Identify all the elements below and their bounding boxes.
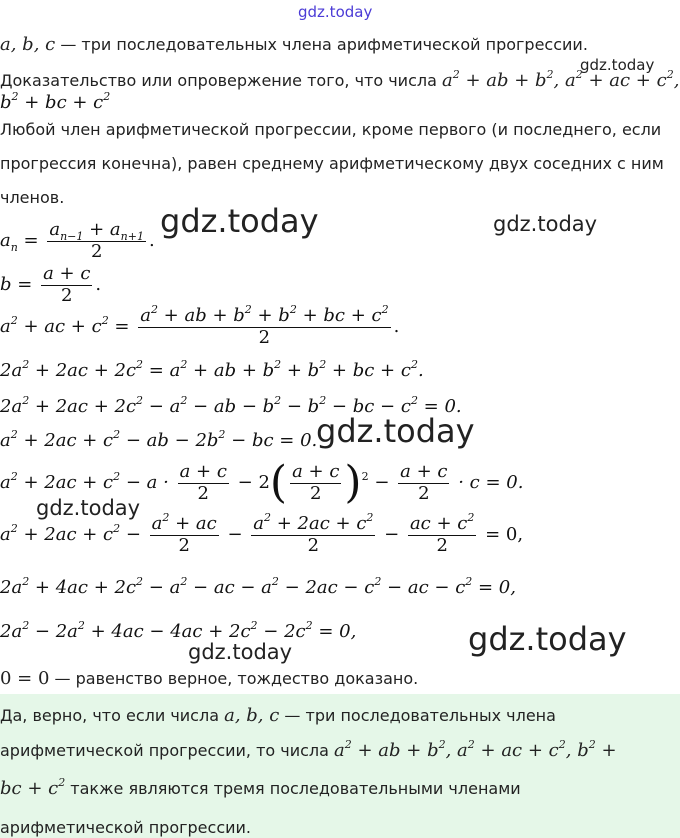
watermark-medium: gdz.today	[36, 496, 141, 520]
watermark-medium: gdz.today	[188, 640, 293, 664]
formula-an: $a_n$ = $\frac{a_{n-1} + a_{n+1}}{2}$ .	[0, 219, 155, 262]
formula-b: b = $\frac{a + c}{2}$ .	[0, 263, 102, 306]
watermark-large: gdz.today	[468, 620, 627, 658]
watermark-medium: gdz.today	[493, 212, 598, 236]
theory-line-1: Любой член арифметической прогрессии, кроме первого (и последнего, если	[0, 120, 662, 139]
watermark-large: gdz.today	[316, 412, 475, 450]
formula-step-8: $2a^2 - 2a^2 + 4ac - 4ac + 2c^2 - 2c^2 = 0$,	[0, 619, 357, 642]
formula-step-5: $a^2 + 2ac + c^2 - a$ · $\frac{a + c}{2}$ − 2( $\frac{a + c}{2}$ )$^2$ − $\frac{a + c}{2}$ · c = 0.	[0, 457, 524, 509]
formula-step-6: $a^2 + 2ac + c^2$ − $\frac{a^2 + ac}{2}$ − $\frac{a^2 + 2ac + c^2}{2}$ − $\frac{ac + c^2}{2}$ = 0,	[0, 511, 524, 556]
formula-step-2: $2a^2 + 2ac + 2c^2 = a^2$ + ab + $b^2 + b^2$ + bc + $c^2$.	[0, 358, 424, 381]
answer-line-1: Да, верно, что если числа a, b, c — три последовательных члена	[0, 705, 556, 726]
watermark-large: gdz.today	[160, 202, 319, 240]
formula-step-7: $2a^2 + 4ac + 2c^2 - a^2$ − ac − $a^2 - 2ac - c^2$ − ac − $c^2 = 0$,	[0, 575, 516, 598]
answer-line-3: bc + $c^2$ также являются тремя последовательными членами	[0, 776, 521, 799]
answer-line-4: арифметической прогрессии.	[0, 818, 251, 837]
conclusion-line: 0 = 0 — равенство верное, тождество доказано.	[0, 668, 419, 689]
watermark-small: gdz.today	[580, 56, 655, 74]
clipped-line: $b^2$ + bc + $c^2$	[0, 90, 111, 113]
answer-line-2: арифметической прогрессии, то числа $a^2$ + ab + $b^2$, $a^2$ + ac + $c^2$, $b^2$ +	[0, 738, 617, 761]
condition-line-2: Доказательство или опровержение того, что числа $a^2$ + ab + $b^2$, $a^2$ + ac + $c^2$,	[0, 68, 680, 91]
formula-step-3: $2a^2 + 2ac + 2c^2 - a^2$ − ab − $b^2 - b^2$ − bc − $c^2 = 0$.	[0, 394, 462, 417]
watermark-top: gdz.today	[298, 3, 373, 21]
theory-line-2: прогрессия конечна), равен среднему арифметическому двух соседних с ним	[0, 154, 664, 173]
formula-step-1: $a^2$ + ac + $c^2$ = $\frac{a^2 + ab + b^2 + b^2 + bc + c^2}{2}$ .	[0, 303, 400, 348]
formula-step-4: $a^2 + 2ac + c^2$ − ab − $2b^2$ − bc = 0.	[0, 428, 318, 451]
condition-line-1: a, b, c — три последовательных члена арифметической прогрессии.	[0, 34, 588, 55]
theory-line-3: членов.	[0, 188, 65, 207]
